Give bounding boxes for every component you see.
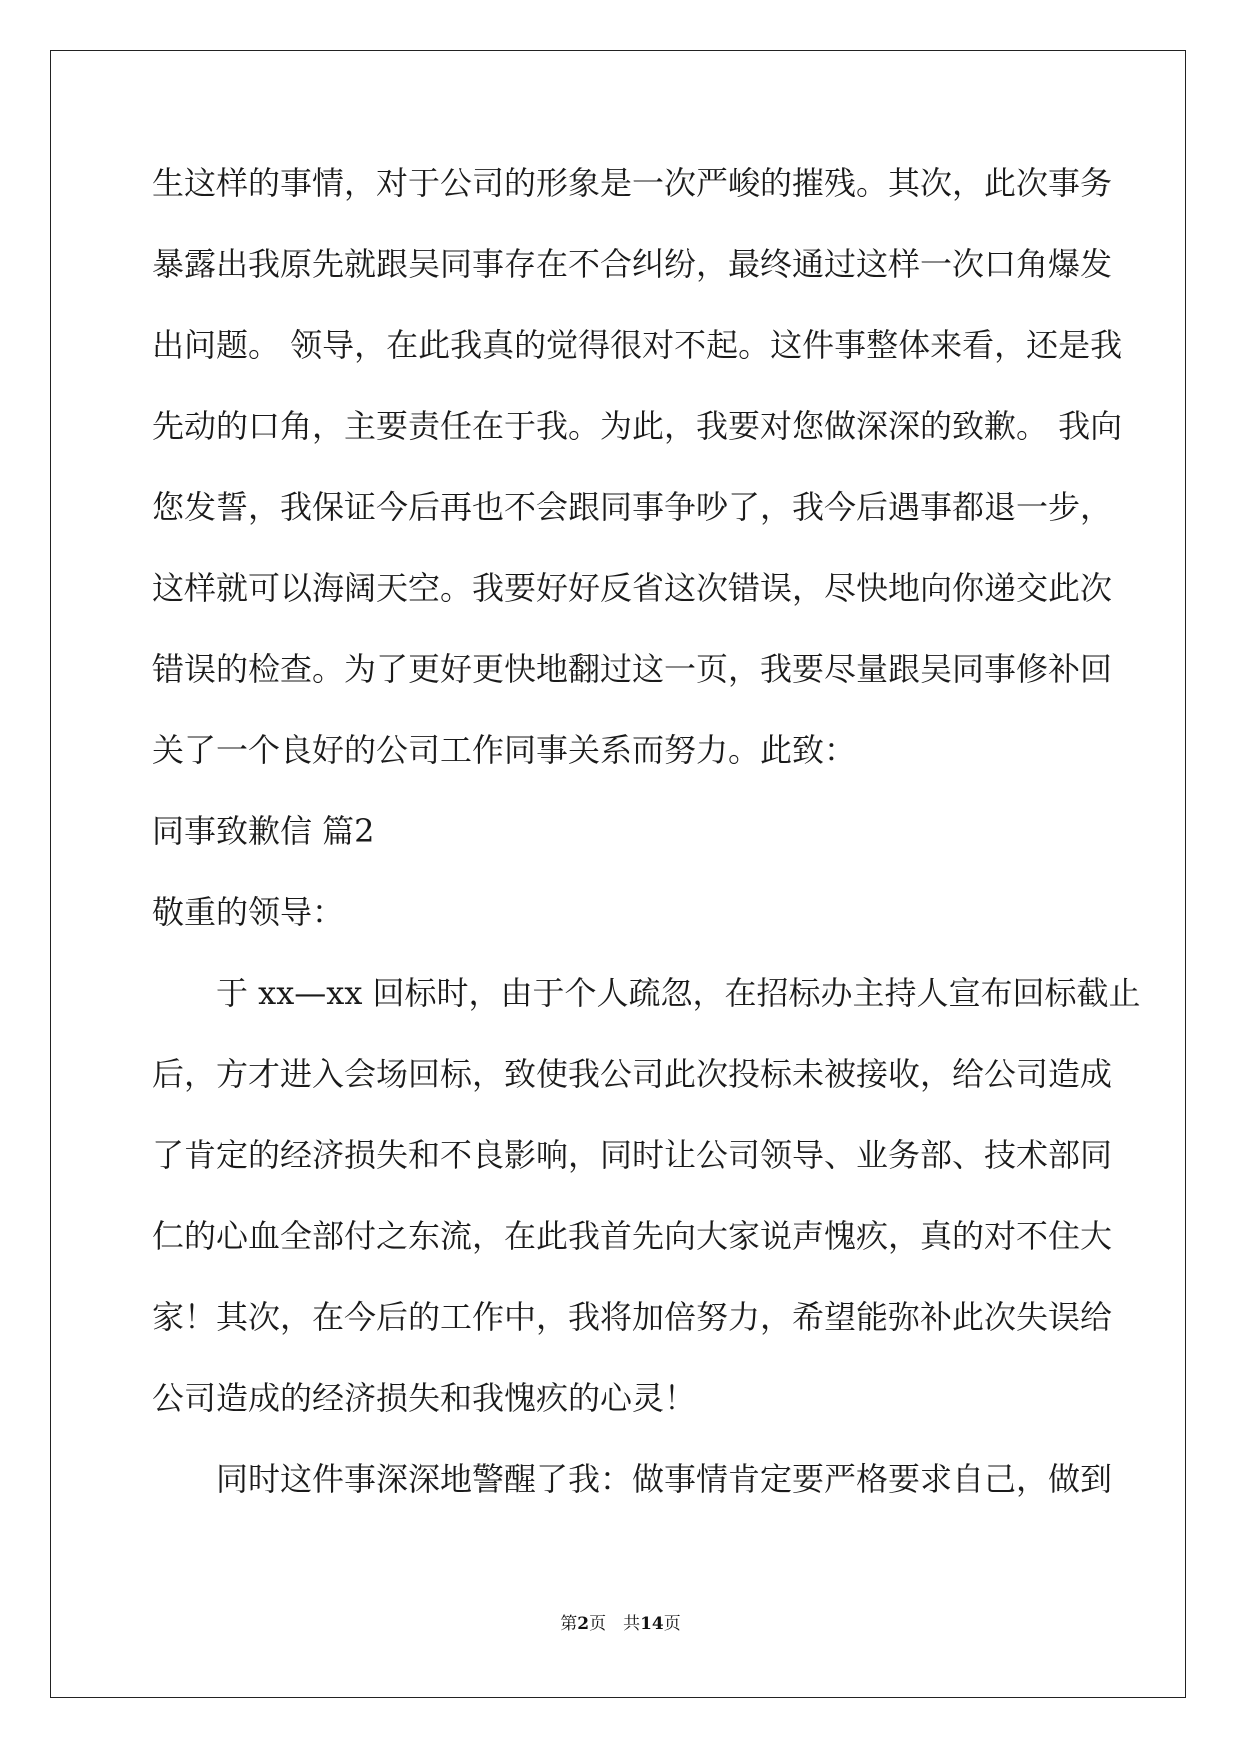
salutation: 敬重的领导：	[152, 893, 345, 931]
text-line: 了肯定的经济损失和不良影响，同时让公司领导、业务部、技术部同	[152, 1136, 1113, 1174]
text-line: 后，方才进入会场回标，致使我公司此次投标未被接收，给公司造成	[152, 1055, 1113, 1093]
text-line: 公司造成的经济损失和我愧疚的心灵！	[152, 1379, 697, 1417]
text-line: 出问题。 领导，在此我真的觉得很对不起。这件事整体来看，还是我	[152, 326, 1123, 364]
document-body	[152, 163, 1141, 1540]
text-line: 家！其次，在今后的工作中，我将加倍努力，希望能弥补此次失误给	[152, 1298, 1113, 1336]
footer-mid: 页 共	[589, 1614, 641, 1634]
footer-suffix: 页	[663, 1614, 681, 1634]
text-line: 于 xx—xx 回标时，由于个人疏忽，在招标办主持人宣布回标截止	[216, 974, 1141, 1012]
text-line: 先动的口角，主要责任在于我。为此，我要对您做深深的致歉。 我向	[152, 407, 1123, 445]
text-line: 仁的心血全部付之东流，在此我首先向大家说声愧疚，真的对不住大	[152, 1217, 1113, 1255]
current-page-number: 2	[577, 1614, 590, 1634]
text-line: 暴露出我原先就跟吴同事存在不合纠纷，最终通过这样一次口角爆发	[152, 245, 1113, 283]
footer-prefix: 第	[560, 1614, 578, 1634]
page-footer	[0, 1609, 1241, 1634]
text-line: 您发誓，我保证今后再也不会跟同事争吵了，我今后遇事都退一步，	[152, 488, 1113, 526]
text-line: 生这样的事情，对于公司的形象是一次严峻的摧残。其次，此次事务	[152, 164, 1113, 202]
text-line: 错误的检查。为了更好更快地翻过这一页，我要尽量跟吴同事修补回	[152, 650, 1113, 688]
text-line: 同时这件事深深地警醒了我：做事情肯定要严格要求自己，做到	[216, 1460, 1113, 1498]
text-line: 关了一个良好的公司工作同事关系而努力。此致：	[152, 731, 857, 769]
total-page-number: 14	[640, 1614, 664, 1634]
text-line: 这样就可以海阔天空。我要好好反省这次错误，尽快地向你递交此次	[152, 569, 1113, 607]
section-heading: 同事致歉信 篇2	[152, 812, 375, 850]
